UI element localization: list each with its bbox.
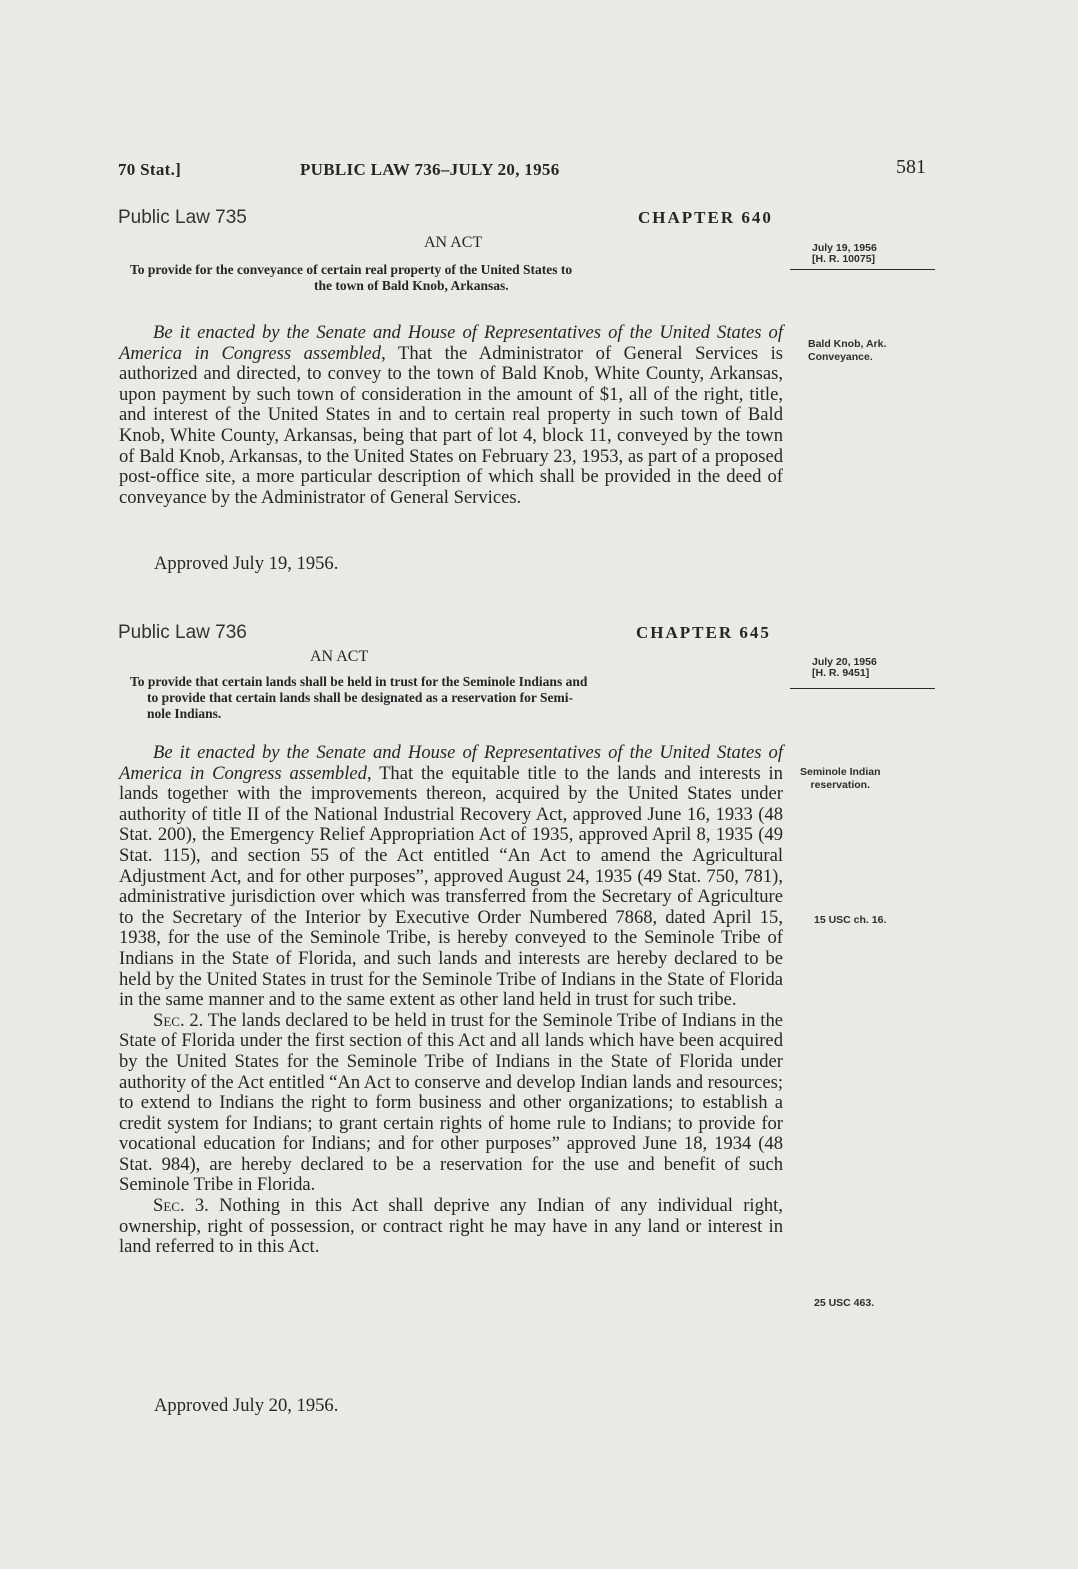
approved-2: Approved July 20, 1956.	[154, 1395, 339, 1416]
enacting-clause-1: Be it enacted by the Senate and House of Representatives of the United States of America in Congress assembled	[119, 322, 783, 364]
date-note-rule-1	[790, 269, 935, 270]
margin-note-bald-knob-line2: Conveyance.	[808, 351, 873, 363]
page-number: 581	[896, 156, 926, 178]
margin-note-seminole-line1: Seminole Indian	[800, 766, 881, 778]
margin-note-seminole-line2: reservation.	[810, 779, 871, 791]
public-law-736-label: Public Law 736	[118, 622, 247, 643]
date-note-rule-2	[790, 688, 935, 689]
date-note-1-bill: [H. R. 10075]	[812, 253, 876, 265]
law-736-body	[119, 743, 783, 1258]
date-note-2-date: July 20, 1956	[812, 656, 877, 668]
purpose-1-line-1: To provide for the conveyance of certain real property of the United States to	[130, 262, 573, 277]
chapter-645-label: CHAPTER 645	[636, 623, 771, 642]
volume-label: 70 Stat.]	[118, 160, 182, 179]
law-736-section-2: The lands declared to be held in trust for the Seminole Tribe of Indians in the State of Florida under the first section of this Act and all lands which have been acquired by the United States for the Seminole Tribe of Indians in the State of Florida under authority of the Act entitled “An Act to conserve and develop Indian lands and resources; to extend to Indians the right to form business and other organizations; to establish a credit system for Indians; to grant certain rights of home rule to Indians; to provide for vocational education for Indians; and for other purposes” approved June 18, 1934 (48 Stat. 984), are hereby declared to be a reservation for the use and benefit of such Seminole Tribe in Florida.	[119, 1009, 784, 1196]
purpose-2-line-3: nole Indians.	[147, 706, 222, 721]
an-act-heading-2: AN ACT	[310, 648, 369, 665]
an-act-heading-1: AN ACT	[424, 234, 483, 251]
sec-2-label: Sec. 2.	[153, 1009, 204, 1031]
purpose-2-line-1: To provide that certain lands shall be held in trust for the Seminole Indians and	[130, 674, 588, 689]
date-note-2-bill: [H. R. 9451]	[812, 667, 870, 679]
running-title: PUBLIC LAW 736–JULY 20, 1956	[300, 160, 560, 179]
enacting-clause-2: Be it enacted by the Senate and House of Representatives of the United States of America in Congress assembled	[119, 742, 783, 784]
purpose-clause-2	[130, 674, 790, 722]
law-735-text: , That the Administrator of General Services is authorized and directed, to convey to the town of Bald Knob, White County, Arkansas, upon payment by such town of consideration in the amount of $1, all of the right, title, and interest of the United States in and to certain real property in such town of Bald Knob, White County, Arkansas, being that part of lot 4, block 11, conveyed by the town of Bald Knob, Arkansas, to the United States on February 23, 1953, as part of a proposed post-office site, a more particular description of which shall be provided in the deed of conveyance by the Administrator of General Services.	[119, 342, 783, 508]
law-735-body	[119, 323, 783, 508]
margin-note-bald-knob	[808, 338, 886, 364]
margin-note-15-usc: 15 USC ch. 16.	[814, 914, 887, 926]
margin-note-25-usc: 25 USC 463.	[814, 1297, 875, 1309]
chapter-640-label: CHAPTER 640	[638, 208, 773, 227]
margin-note-seminole	[800, 766, 881, 792]
purpose-1-line-2: the town of Bald Knob, Arkansas.	[314, 278, 509, 293]
purpose-2-line-2: to provide that certain lands shall be designated as a reservation for Semi-	[147, 690, 573, 705]
law-736-section-3: Nothing in this Act shall deprive any Indian of any individual right, ownership, right of possession, or contract right he may have in any land or interest in land referred to in this Act.	[119, 1195, 783, 1258]
date-note-2	[812, 657, 877, 679]
margin-note-bald-knob-line1: Bald Knob, Ark.	[808, 338, 887, 350]
sec-3-label: Sec. 3.	[153, 1195, 209, 1217]
approved-1: Approved July 19, 1956.	[154, 553, 339, 574]
date-note-1	[812, 243, 877, 265]
purpose-clause-1	[130, 262, 790, 294]
date-note-1-date: July 19, 1956	[812, 242, 877, 254]
public-law-735-label: Public Law 735	[118, 207, 247, 228]
law-736-section-1: , That the equitable title to the lands and interests in lands together with the improvements thereon, acquired by the United States under authority of title II of the National Industrial Recovery Act, approved June 16, 1933 (48 Stat. 200), the Emergency Relief Appropriation Act of 1935, approved April 8, 1935 (49 Stat. 115), and section 55 of the Act entitled “An Act to amend the Agricultural Adjustment Act, and for other purposes”, approved August 24, 1935 (49 Stat. 750, 781), administrative jurisdiction over which was transferred from the Secretary of Agriculture to the Secretary of the Interior by Executive Order Numbered 7868, dated April 15, 1938, for the use of the Seminole Tribe, is hereby conveyed to the Seminole Tribe of Indians in the State of Florida, and such lands and interests are hereby declared to be held by the United States in trust for the Seminole Tribe of Indians in the State of Florida in the same manner and to the same extent as other land held in trust for such tribe.	[119, 762, 783, 1011]
